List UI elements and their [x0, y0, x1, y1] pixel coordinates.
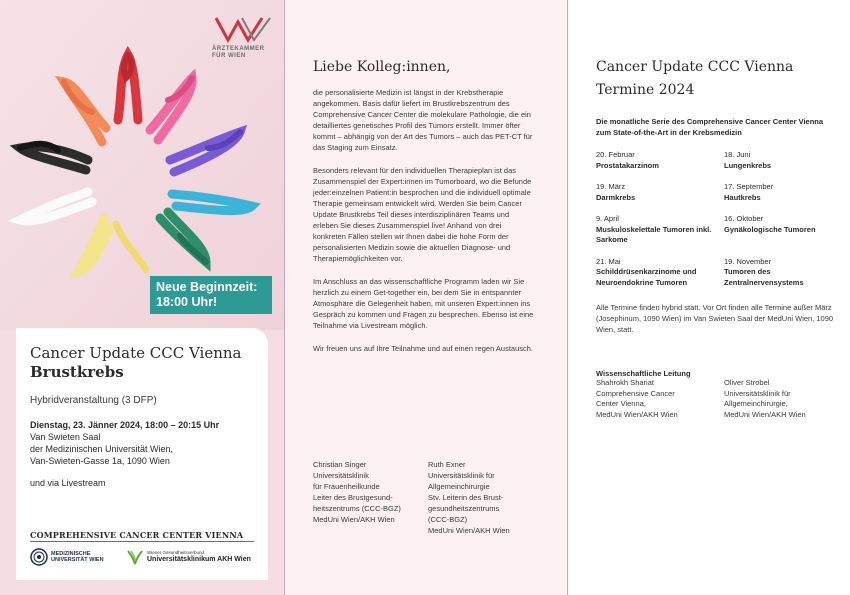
lead-line: Oliver Strobel: [724, 378, 770, 387]
date-item: [724, 214, 836, 246]
date-topic: Hautkrebs: [724, 192, 761, 202]
date-item: [596, 214, 724, 246]
signature-line: Universitätsklinik: [313, 471, 369, 480]
date-topic: Gynäkologische Tumoren: [724, 224, 816, 234]
date-topic: Schilddrüsenkarzinome und Neuroendokrine Tumoren: [596, 267, 697, 287]
letter-body: [313, 58, 535, 354]
mu-logo-line-1: MEDIZINISCHE: [51, 550, 91, 557]
lead-line: Universitätsklinik für: [724, 388, 791, 398]
date-topic: Lungenkrebs: [724, 160, 772, 170]
date-day: 21. Mai: [596, 256, 621, 266]
scientific-leads: [596, 378, 836, 420]
letter-greeting: Liebe Kolleg:innen,: [313, 59, 451, 75]
signatures: [313, 459, 543, 536]
lead-line: MedUni Wien/AKH Wien: [596, 409, 678, 419]
date-topic: Darmkrebs: [596, 192, 636, 202]
dates-grid: [596, 150, 836, 288]
event-card: [16, 328, 268, 580]
schedule-title-line-2: Termine 2024: [596, 82, 695, 98]
event-subtitle: Brustkrebs: [30, 363, 124, 381]
date-item: [724, 182, 836, 203]
date-day: 18. Juni: [724, 150, 751, 159]
event-livestream: und via Livestream: [30, 478, 106, 488]
signature-line: Leiter des Brustgesund-: [313, 493, 393, 502]
date-day: 20. Februar: [596, 150, 635, 159]
signature-line: gesundheitszentrums: [428, 504, 500, 513]
date-topic: Muskuloskelettale Tumoren inkl. Sarkome: [596, 224, 712, 244]
schedule-body: [596, 56, 836, 420]
ccc-vienna-label: COMPREHENSIVE CANCER CENTER VIENNA: [30, 530, 244, 540]
letter-paragraph: die personalisierte Medizin ist längst in der Krebstherapie angekommen. Basis dafür liefert im Brustkrebszentrum des Comprehensive Cancer Center die molekulare Pathologie, die ein detailliertes genetisches Profil des Tumors erstellt. Immer öfter kommt – abhängig von der Art des Tumors – auch das PET-CT für das Staging zum Einsatz.: [313, 88, 533, 152]
meduni-seal-icon: [30, 548, 48, 566]
date-item: [596, 257, 724, 289]
date-item: [724, 257, 836, 289]
lead-line: Comprehensive Cancer: [596, 388, 675, 398]
date-day: 19. November: [724, 256, 772, 266]
mu-logo-line-2: UNIVERSITÄT WIEN: [51, 557, 104, 563]
lead-shariat: [596, 378, 724, 420]
hybrid-note: Alle Termine finden hybrid statt. Vor Ort finden alle Termine außer März (Josephinum, 1090 Wien) im Van Swieten Saal der MedUni Wien, 1090 Wien, statt.: [596, 303, 834, 334]
akh-logo-line-2: Universitätsklinikum AKH Wien: [147, 556, 251, 563]
signature-line: Allgemeinchirurgie: [428, 482, 490, 491]
badge-line-2: 18:00 Uhr!: [156, 295, 218, 309]
venue-line: Van-Swieten-Gasse 1a, 1090 Wien: [30, 456, 170, 466]
date-item: [596, 182, 724, 203]
schedule-panel: [567, 0, 850, 595]
date-item: [596, 150, 724, 171]
event-venue: [30, 431, 254, 467]
schedule-title: [596, 56, 836, 102]
lead-line: Shahrokh Shariat: [596, 378, 654, 387]
signature-line: Ruth Exner: [428, 460, 466, 469]
date-topic: Prostatakarzinom: [596, 160, 659, 170]
cover-panel: [0, 0, 284, 595]
signature-line: MedUni Wien/AKH Wien: [313, 515, 395, 524]
lead-line: Center Vienna,: [596, 399, 646, 408]
signature-line: (CCC-BGZ): [428, 515, 468, 524]
date-day: 9. April: [596, 214, 619, 223]
signature-line: Stv. Leiterin des Brust-: [428, 493, 504, 502]
letter-paragraph: Besonders relevant für den individuellen Therapieplan ist das Zusammenspiel der Expert:innen im Tumorboard, wo die Befunde jeder:einzelnen Patient:in besprochen und die individuell optimale Therapie gemeinsam entwickelt wird. Werden Sie beim Cancer Update Brustkrebs Teil dieses interdisziplinären Teams und erleben Sie dieses Zusammenspiel live! Anhand von drei konkreten Fällen stellen wir Ihnen dabei die hohe Form der personalisierten Medizin sowie die aktuellen Diagnose- und Therapiemöglichkeiten vor.: [313, 166, 532, 263]
logo-line-2: FÜR WIEN: [212, 53, 246, 59]
signature-line: heitszentrums (CCC-BGZ): [313, 504, 401, 513]
akh-logo-line-1: Wiener Gesundheitsverbund: [147, 550, 205, 555]
lead-strobel: [724, 378, 836, 420]
event-date: Dienstag, 23. Jänner 2024, 18:00 – 20:15 Uhr: [30, 420, 220, 430]
signature-line: MedUni Wien/AKH Wien: [428, 526, 510, 535]
date-day: 19. März: [596, 182, 626, 191]
event-title: Cancer Update CCC Vienna: [30, 344, 242, 362]
date-topic: Tumoren des Zentralnervensystems: [724, 267, 804, 287]
lead-line: MedUni Wien/AKH Wien: [724, 409, 806, 419]
venue-line: Van Swieten Saal: [30, 432, 101, 442]
badge-line-1: Neue Beginnzeit:: [156, 280, 258, 294]
new-start-time-badge: [150, 276, 272, 314]
schedule-intro: Die monatliche Serie des Comprehensive Cancer Center Vienna zum State-of-the-Art in der Krebsmedizin: [596, 117, 824, 137]
scientific-lead-title: Wissenschaftliche Leitung: [596, 369, 691, 378]
letter-panel: [284, 0, 567, 595]
signature-line: Universitätsklinik für: [428, 471, 495, 480]
signature-exner: [428, 459, 543, 536]
venue-line: der Medizinischen Universität Wien,: [30, 444, 174, 454]
aerztekammer-mark-icon: [212, 14, 274, 44]
divider: [30, 541, 254, 542]
logo-line-1: ÄRZTEKAMMER: [212, 46, 265, 52]
signature-singer: [313, 459, 428, 536]
letter-paragraph: Wir freuen uns auf Ihre Teilnahme und auf einen regen Austausch.: [313, 344, 533, 353]
event-format: Hybridveranstaltung (3 DFP): [30, 395, 157, 406]
aerztekammer-logo: [212, 14, 274, 60]
akh-wien-logo: [126, 547, 261, 567]
date-item: [724, 150, 836, 171]
date-day: 16. Oktober: [724, 214, 764, 223]
schedule-title-line-1: Cancer Update CCC Vienna: [596, 59, 794, 75]
date-day: 17. September: [724, 182, 774, 191]
signature-line: für Frauenheilkunde: [313, 482, 380, 491]
akh-leaf-icon: [126, 548, 144, 566]
meduni-wien-logo: [30, 547, 122, 567]
signature-line: Christian Singer: [313, 460, 367, 469]
letter-paragraph: Im Anschluss an das wissenschaftliche Programm laden wir Sie herzlich zu einem Get-together ein, bei dem Sie in entspannter Atmosphäre die Gelegenheit haben, mit unseren Expert:innen ins Gespräch zu kommen und Fragen zu besprechen. Ebenso ist eine Teilnahme via Livestream möglich.: [313, 277, 534, 330]
lead-line: Allgemeinchirurgie,: [724, 399, 788, 408]
